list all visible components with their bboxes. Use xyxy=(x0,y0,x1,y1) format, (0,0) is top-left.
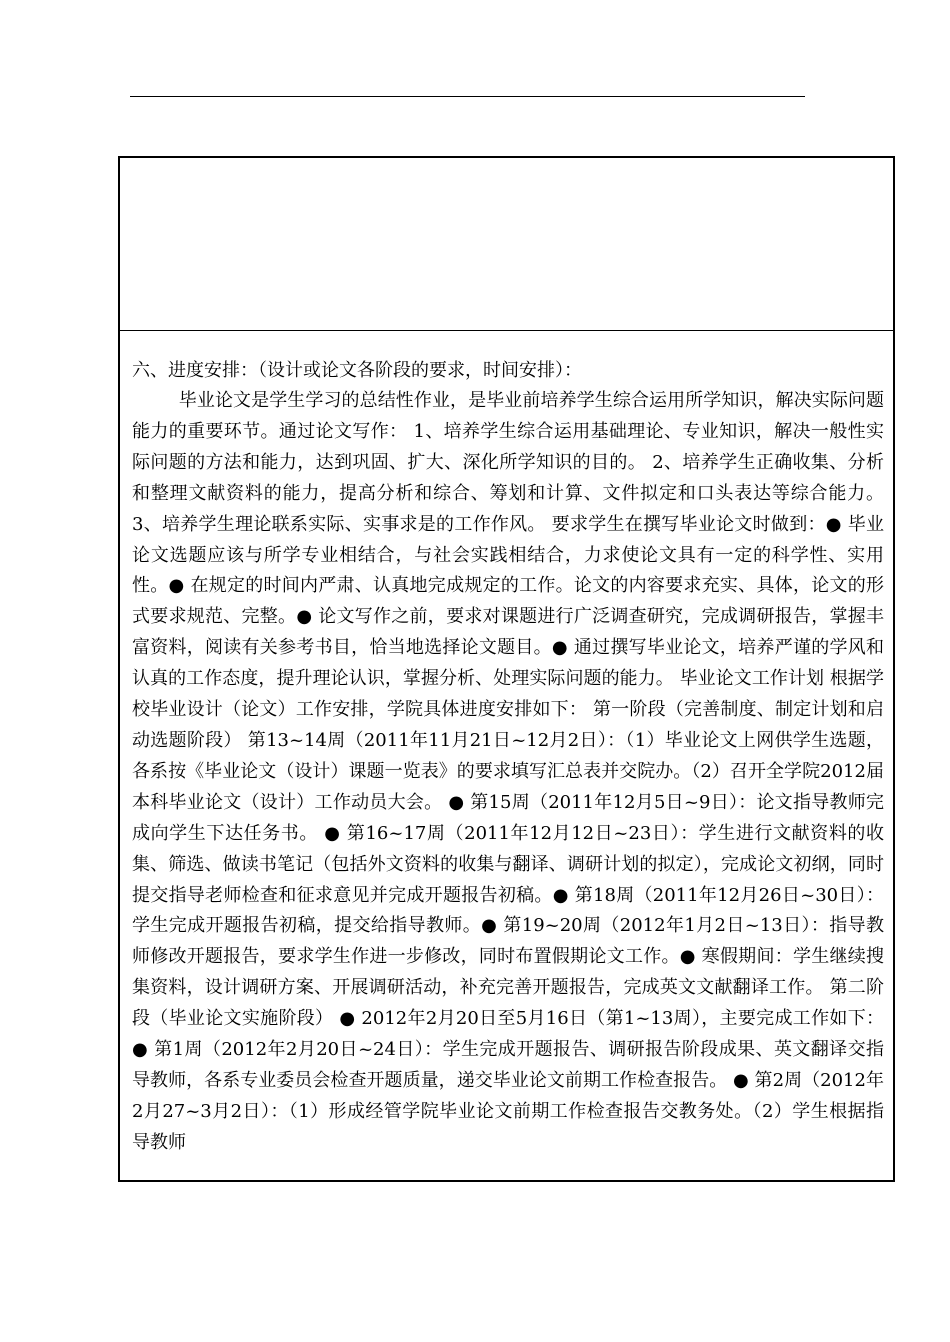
form-table xyxy=(118,156,895,1182)
header-rule xyxy=(130,96,805,97)
schedule-cell xyxy=(120,331,893,1180)
schedule-body-text: 毕业论文是学生学习的总结性作业，是毕业前培养学生综合运用所学知识，解决实际问题能力的重要环节。通过论文写作： 1、培养学生综合运用基础理论、专业知识，解决一般性实际问题的方法和能力，达到巩固、扩大、深化所学知识的目的。 2、培养学生正确收集、分析和整理文献资料的能力，提高分析和综合、筹划和计算、文件拟定和口头表达等综合能力。 3、培养学生理论联系实际、实事求是的工作作风。 要求学生在撰写毕业论文时做到：● 毕业论文选题应该与所学专业相结合，与社会实践相结合，力求使论文具有一定的科学性、实用性。● 在规定的时间内严肃、认真地完成规定的工作。论文的内容要求充实、具体，论文的形式要求规范、完整。● 论文写作之前，要求对课题进行广泛调查研究，完成调研报告，掌握丰富资料，阅读有关参考书目，恰当地选择论文题目。● 通过撰写毕业论文，培养严谨的学风和认真的工作态度，提升理论认识，掌握分析、处理实际问题的能力。 毕业论文工作计划 根据学校毕业设计（论文）工作安排，学院具体进度安排如下： 第一阶段（完善制度、制定计划和启动选题阶段） 第13~14周（2011年11月21日~12月2日）：（1）毕业论文上网供学生选题，各系按《毕业论文（设计）课题一览表》的要求填写汇总表并交院办。（2）召开全学院2012届本科毕业论文（设计）工作动员大会。 ● 第15周（2011年12月5日~9日）：论文指导教师完成向学生下达任务书。 ● 第16~17周（2011年12月12日~23日）：学生进行文献资料的收集、筛选、做读书笔记（包括外文资料的收集与翻译、调研计划的拟定），完成论文初纲，同时提交指导老师检查和征求意见并完成开题报告初稿。● 第18周（2011年12月26日~30日）：学生完成开题报告初稿，提交给指导教师。● 第19~20周（2012年1月2日~13日）：指导教师修改开题报告，要求学生作进一步修改，同时布置假期论文工作。● 寒假期间：学生继续搜集资料，设计调研方案、开展调研活动，补充完善开题报告，完成英文文献翻译工作。 第二阶段（毕业论文实施阶段） ● 2012年2月20日至5月16日（第1~13周），主要完成工作如下：● 第1周（2012年2月20日~24日）：学生完成开题报告、调研报告阶段成果、英文翻译交指导教师，各系专业委员会检查开题质量，递交毕业论文前期工作检查报告。 ● 第2周（2012年2月27~3月2日）：（1）形成经管学院毕业论文前期工作检查报告交教务处。（2）学生根据指导教师 xyxy=(132,390,884,1153)
section-title: 六、进度安排：（设计或论文各阶段的要求，时间安排）： xyxy=(132,360,582,381)
blank-cell xyxy=(120,158,893,331)
